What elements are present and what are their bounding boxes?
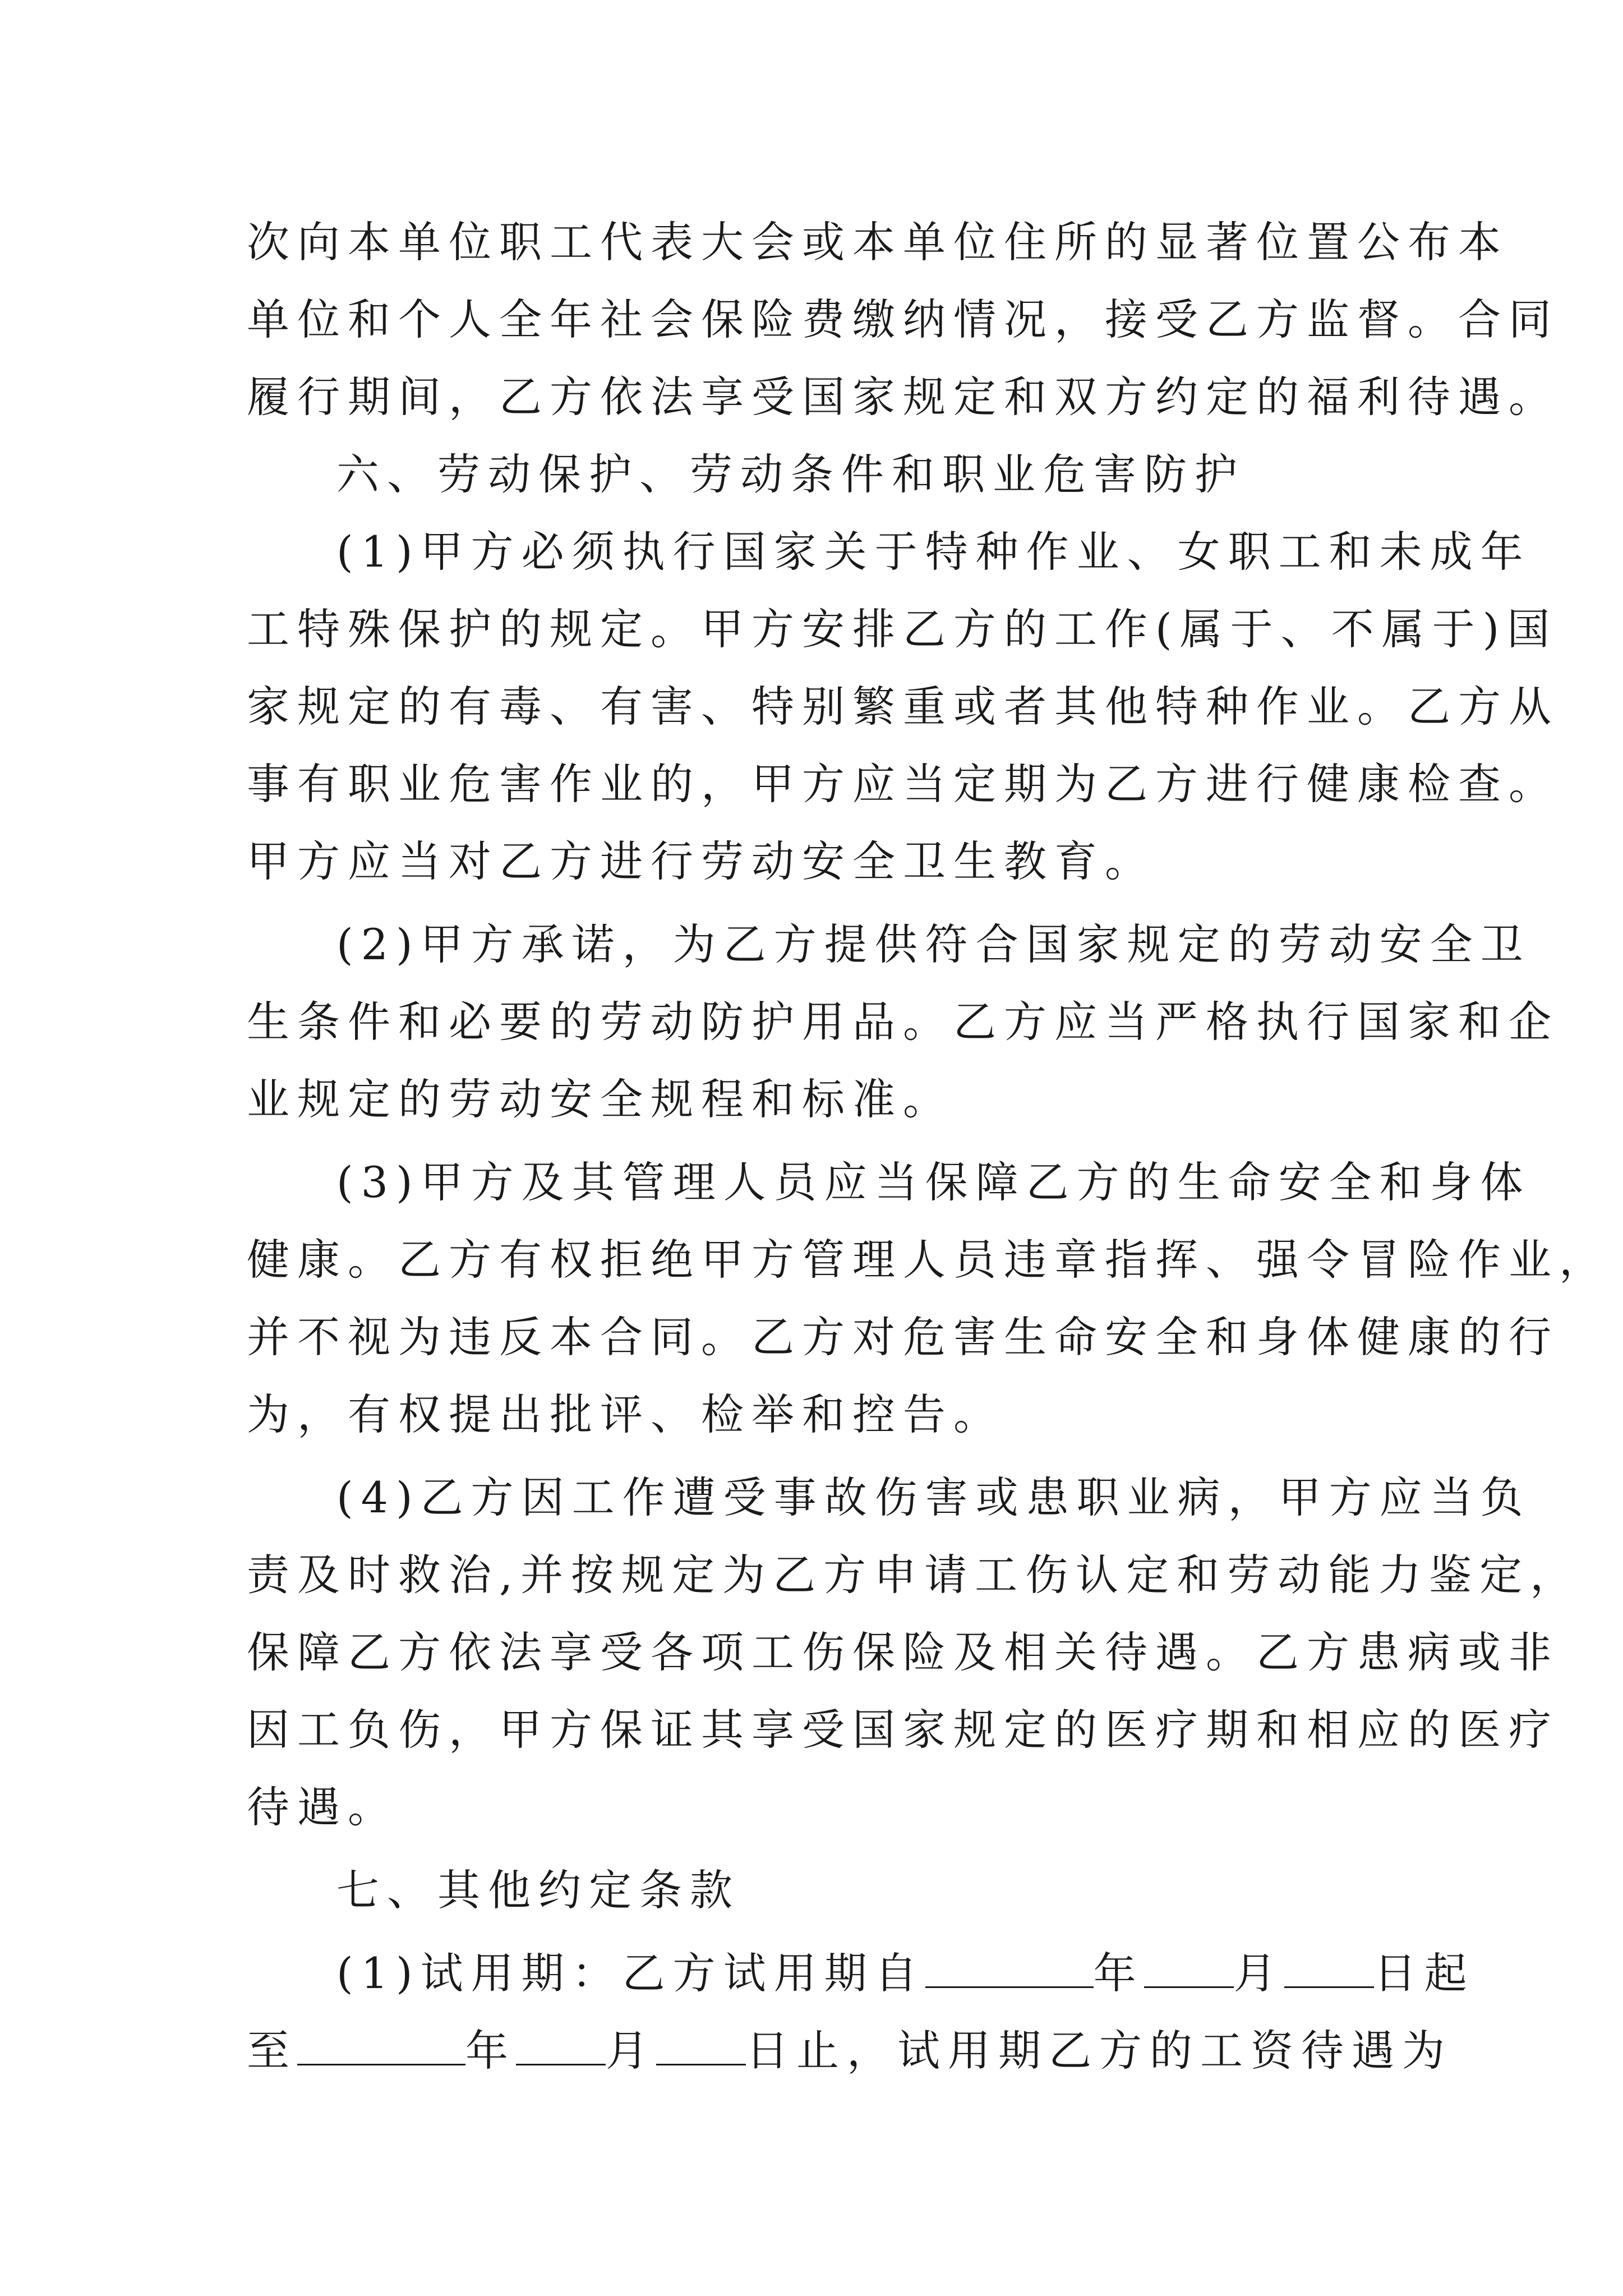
clause-start: (3)甲方及其管理人员应当保障乙方的生命安全和身体 [336,1157,1531,1207]
day-label: 日止，试用期乙方的工资待遇为 [746,2026,1453,2076]
probation-prefix: (1)试用期：乙方试用期自 [336,1948,925,1998]
end-month-blank[interactable] [516,2024,606,2065]
section-heading: 六、劳动保护、劳动条件和职业危害防护 [336,449,1245,499]
clause-start: (1)甲方必须执行国家关于特种作业、女职工和未成年 [336,527,1531,577]
to-label: 至 [247,2026,297,2076]
text-line: 事有职业危害作业的，甲方应当定期为乙方进行健康检查。 [247,759,1559,809]
text-line: 生条件和必要的劳动防护用品。乙方应当严格执行国家和企 [247,997,1559,1047]
start-month-blank[interactable] [1144,1947,1234,1988]
text-line: 甲方应当对乙方进行劳动安全卫生教育。 [247,836,1155,886]
probation-line [336,1934,1475,2013]
end-day-blank[interactable] [656,2024,746,2065]
text-line: 健康。乙方有权拒绝甲方管理人员违章指挥、强令冒险作业， [247,1235,1610,1285]
text-line: 并不视为违反本合同。乙方对危害生命安全和身体健康的行 [247,1312,1559,1362]
text-line: 责及时救治,并按规定为乙方申请工伤认定和劳动能力鉴定， [247,1550,1581,1600]
year-label: 年 [465,2026,516,2076]
start-year-blank[interactable] [925,1947,1094,1988]
year-label: 年 [1093,1948,1144,1998]
clause-start: (4)乙方因工作遭受事故伤害或患职业病，甲方应当负 [336,1473,1531,1522]
text-line: 工特殊保护的规定。甲方安排乙方的工作(属于、不属于)国 [247,604,1558,654]
text-line: 因工负伤，甲方保证其享受国家规定的医疗期和相应的医疗 [247,1705,1559,1755]
section-heading: 七、其他约定条款 [336,1865,740,1915]
month-label: 月 [606,2026,656,2076]
end-year-blank[interactable] [297,2024,465,2065]
text-line: 业规定的劳动安全规程和标准。 [247,1074,953,1124]
text-line: 保障乙方依法享受各项工伤保险及相关待遇。乙方患病或非 [247,1627,1559,1677]
start-day-blank[interactable] [1284,1947,1374,1988]
text-line: 为，有权提出批评、检举和控告。 [247,1389,1004,1439]
probation-line [247,2012,1453,2090]
text-line: 待遇。 [247,1782,398,1832]
text-line: 单位和个人全年社会保险费缴纳情况，接受乙方监督。合同 [247,295,1559,344]
clause-start: (2)甲方承诺，为乙方提供符合国家规定的劳动安全卫 [336,919,1531,969]
text-line: 家规定的有毒、有害、特别繁重或者其他特种作业。乙方从 [247,682,1559,731]
month-label: 月 [1233,1948,1284,1998]
day-label: 日起 [1373,1948,1475,1998]
text-line: 次向本单位职工代表大会或本单位住所的显著位置公布本 [247,217,1509,267]
text-line: 履行期间，乙方依法享受国家规定和双方约定的福利待遇。 [247,372,1559,422]
